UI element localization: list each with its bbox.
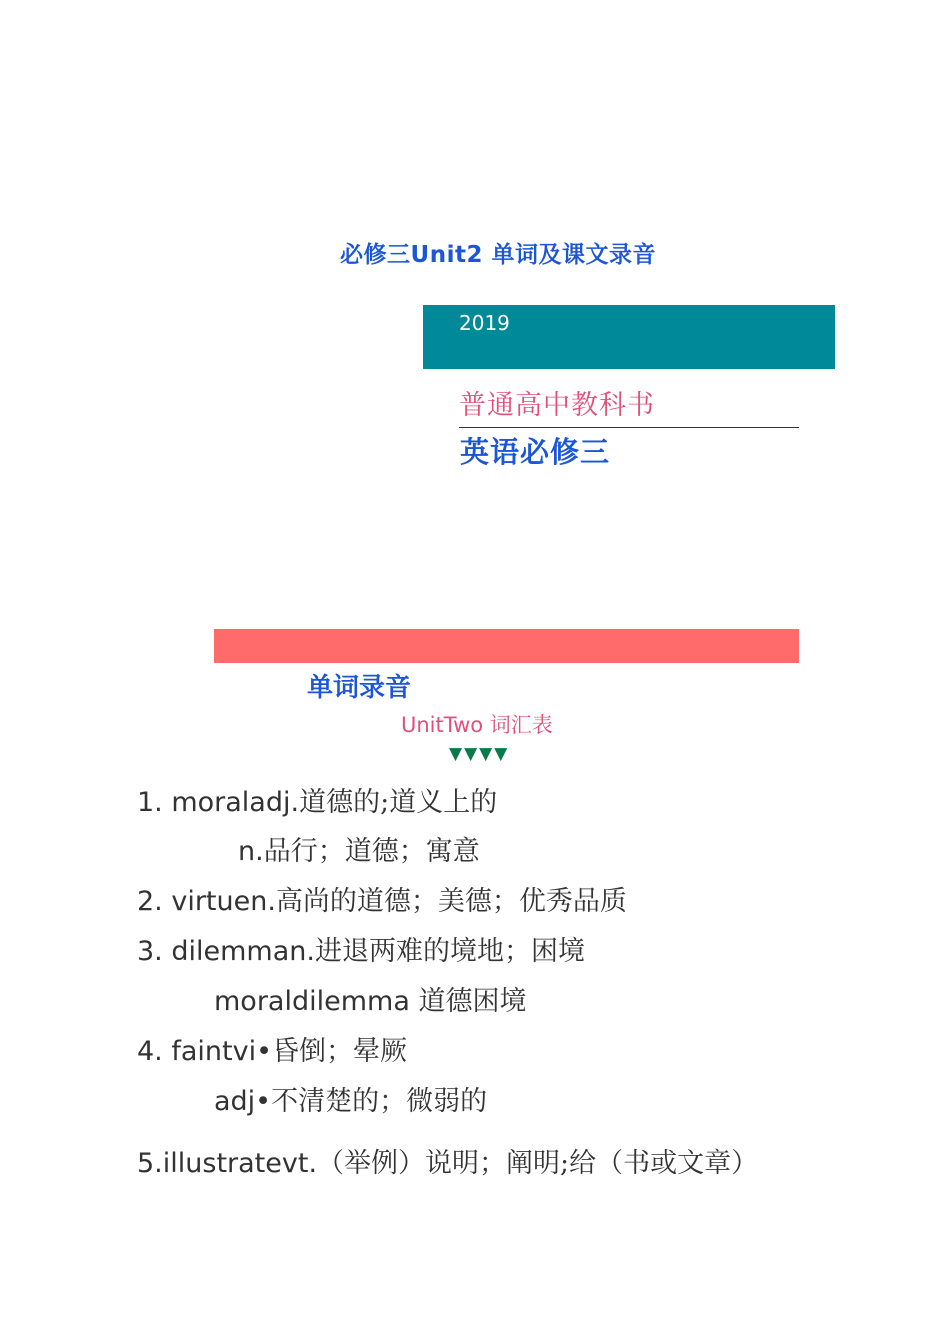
red-banner (214, 629, 799, 663)
vocab-word: moraldilemma (214, 986, 419, 1017)
vocab-entry (137, 879, 627, 918)
vocab-word: 4. faintvi• (137, 1036, 272, 1067)
vocab-meaning: 不清楚的；微弱的 (271, 1086, 488, 1117)
vocab-meaning: 进退两难的境地；困境 (314, 936, 585, 967)
vocab-word: 2. virtuen. (137, 886, 276, 917)
vocab-word: n. (238, 836, 264, 867)
vocab-entry (238, 829, 480, 868)
vocab-entry (137, 929, 585, 968)
vocab-word: 5.illustratevt. (137, 1148, 318, 1179)
vocab-meaning: 昏倒；晕厥 (272, 1036, 407, 1067)
vocab-entry (137, 1029, 407, 1068)
divider-line (459, 427, 799, 428)
down-triangles-icon: ▼▼▼▼ (449, 744, 510, 764)
vocab-meaning: （举例）说明；阐明;给（书或文章） (317, 1148, 759, 1179)
vocab-meaning: 道德困境 (418, 986, 527, 1017)
section-heading: 单词录音 (307, 673, 412, 703)
document-title: 必修三Unit2 单词及课文录音 (340, 242, 656, 268)
vocab-word: 3. dilemman. (137, 936, 315, 967)
year-label: 2019 (459, 311, 510, 335)
vocab-word: adj• (214, 1086, 272, 1117)
textbook-subtitle: 普通高中教科书 (459, 390, 655, 421)
vocab-entry (137, 780, 497, 819)
book-title: 英语必修三 (460, 435, 611, 469)
unit-vocab-heading: UnitTwo 词汇表 (401, 713, 553, 737)
vocab-meaning: 品行；道德；寓意 (263, 836, 480, 867)
vocab-meaning: 道德的;道义上的 (299, 787, 498, 818)
vocab-entry (214, 1079, 487, 1118)
vocab-entry (137, 1141, 758, 1180)
vocab-meaning: 高尚的道德；美德；优秀品质 (275, 886, 627, 917)
vocab-entry (214, 979, 526, 1018)
vocab-word: 1. moraladj. (137, 787, 300, 818)
